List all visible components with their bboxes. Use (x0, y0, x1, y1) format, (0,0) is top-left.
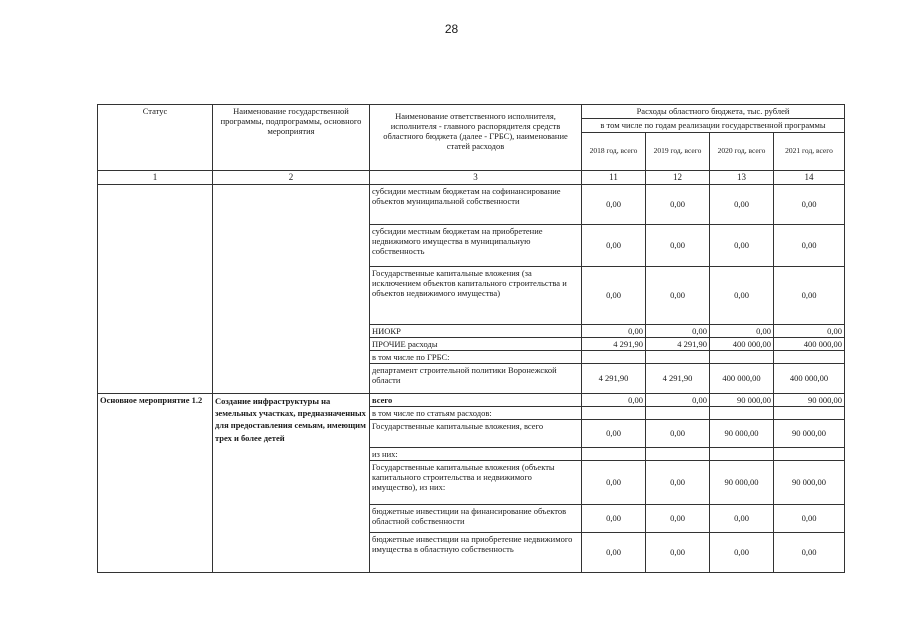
value-2021: 0,00 (774, 324, 845, 337)
header-executor: Наименование ответственного исполнителя, исполнителя - главного распорядителя средств областного бюджета (далее - ГРБС), наименование статей расходов (370, 105, 582, 171)
value-2020 (710, 350, 774, 363)
row-label: Государственные капитальные вложения (объекты капитального строительства и недвижимого имущество), из них: (370, 460, 582, 504)
column-number: 3 (370, 171, 582, 185)
value-2018 (582, 406, 646, 419)
value-2020: 0,00 (710, 504, 774, 532)
value-2019: 0,00 (646, 184, 710, 224)
row-label: ПРОЧИЕ расходы (370, 337, 582, 350)
value-2020 (710, 447, 774, 460)
header-year-2018: 2018 год, всего (582, 133, 646, 171)
value-2019: 4 291,90 (646, 337, 710, 350)
value-2021: 90 000,00 (774, 393, 845, 406)
value-2020: 0,00 (710, 224, 774, 266)
value-2020: 90 000,00 (710, 460, 774, 504)
value-2018 (582, 447, 646, 460)
value-2020: 0,00 (710, 532, 774, 572)
value-2019 (646, 447, 710, 460)
value-2018: 0,00 (582, 460, 646, 504)
value-2019: 0,00 (646, 266, 710, 324)
value-2021: 400 000,00 (774, 337, 845, 350)
status-cell-empty (98, 184, 213, 393)
row-label: НИОКР (370, 324, 582, 337)
value-2018: 4 291,90 (582, 363, 646, 393)
row-label: Государственные капитальные вложения (за исключением объектов капитального строительства и объектов недвижимого имущества) (370, 266, 582, 324)
header-year-2021: 2021 год, всего (774, 133, 845, 171)
value-2020: 400 000,00 (710, 337, 774, 350)
column-number: 13 (710, 171, 774, 185)
table-row (98, 184, 845, 224)
header-program: Наименование государственной программы, подпрограммы, основного мероприятия (213, 105, 370, 171)
column-number: 2 (213, 171, 370, 185)
value-2018: 0,00 (582, 266, 646, 324)
value-2018: 0,00 (582, 504, 646, 532)
value-2020: 0,00 (710, 184, 774, 224)
value-2019: 0,00 (646, 419, 710, 447)
value-2020: 90 000,00 (710, 393, 774, 406)
value-2021: 0,00 (774, 224, 845, 266)
measure-status: Основное мероприятие 1.2 (98, 393, 213, 572)
column-number: 11 (582, 171, 646, 185)
row-label: бюджетные инвестиции на финансирование объектов областной собственности (370, 504, 582, 532)
value-2019: 0,00 (646, 532, 710, 572)
page-number: 28 (444, 22, 459, 36)
value-2021: 0,00 (774, 532, 845, 572)
value-2021 (774, 406, 845, 419)
row-label: Государственные капитальные вложения, всего (370, 419, 582, 447)
table-row (98, 393, 845, 406)
budget-table (97, 104, 845, 573)
value-2019 (646, 350, 710, 363)
value-2018: 0,00 (582, 224, 646, 266)
value-2020: 90 000,00 (710, 419, 774, 447)
value-2019: 4 291,90 (646, 363, 710, 393)
row-label: субсидии местным бюджетам на приобретение недвижимого имущества в муниципальную собственность (370, 224, 582, 266)
value-2020: 0,00 (710, 266, 774, 324)
measure-name: Создание инфраструктуры на земельных участках, предназначенных для предоставления семьям, имеющим трех и более детей (213, 393, 370, 572)
row-label: в том числе по статьям расходов: (370, 406, 582, 419)
value-2018: 0,00 (582, 419, 646, 447)
value-2018: 0,00 (582, 532, 646, 572)
value-2021: 90 000,00 (774, 419, 845, 447)
header-expenses: Расходы областного бюджета, тыс. рублей (582, 105, 845, 119)
program-cell-empty (213, 184, 370, 393)
value-2019: 0,00 (646, 460, 710, 504)
row-label: бюджетные инвестиции на приобретение недвижимого имущества в областную собственность (370, 532, 582, 572)
value-2021: 400 000,00 (774, 363, 845, 393)
header-year-2019: 2019 год, всего (646, 133, 710, 171)
row-label: из них: (370, 447, 582, 460)
row-label: в том числе по ГРБС: (370, 350, 582, 363)
header-status: Статус (98, 105, 213, 171)
value-2021: 0,00 (774, 184, 845, 224)
value-2021: 0,00 (774, 266, 845, 324)
value-2019: 0,00 (646, 324, 710, 337)
value-2018: 0,00 (582, 324, 646, 337)
row-label: департамент строительной политики Воронежской области (370, 363, 582, 393)
value-2021 (774, 447, 845, 460)
value-2020: 400 000,00 (710, 363, 774, 393)
value-2021 (774, 350, 845, 363)
value-2020 (710, 406, 774, 419)
value-2018: 4 291,90 (582, 337, 646, 350)
row-label: субсидии местным бюджетам на софинансирование объектов муниципальной собственности (370, 184, 582, 224)
column-number: 12 (646, 171, 710, 185)
column-number: 1 (98, 171, 213, 185)
value-2019: 0,00 (646, 224, 710, 266)
value-2018: 0,00 (582, 184, 646, 224)
value-2018: 0,00 (582, 393, 646, 406)
value-2021: 0,00 (774, 504, 845, 532)
value-2019: 0,00 (646, 504, 710, 532)
row-label: всего (370, 393, 582, 406)
header-year-2020: 2020 год, всего (710, 133, 774, 171)
header-by-years: в том числе по годам реализации государственной программы (582, 119, 845, 133)
value-2021: 90 000,00 (774, 460, 845, 504)
value-2018 (582, 350, 646, 363)
value-2019 (646, 406, 710, 419)
column-number: 14 (774, 171, 845, 185)
value-2019: 0,00 (646, 393, 710, 406)
value-2020: 0,00 (710, 324, 774, 337)
column-number-row (98, 171, 845, 185)
